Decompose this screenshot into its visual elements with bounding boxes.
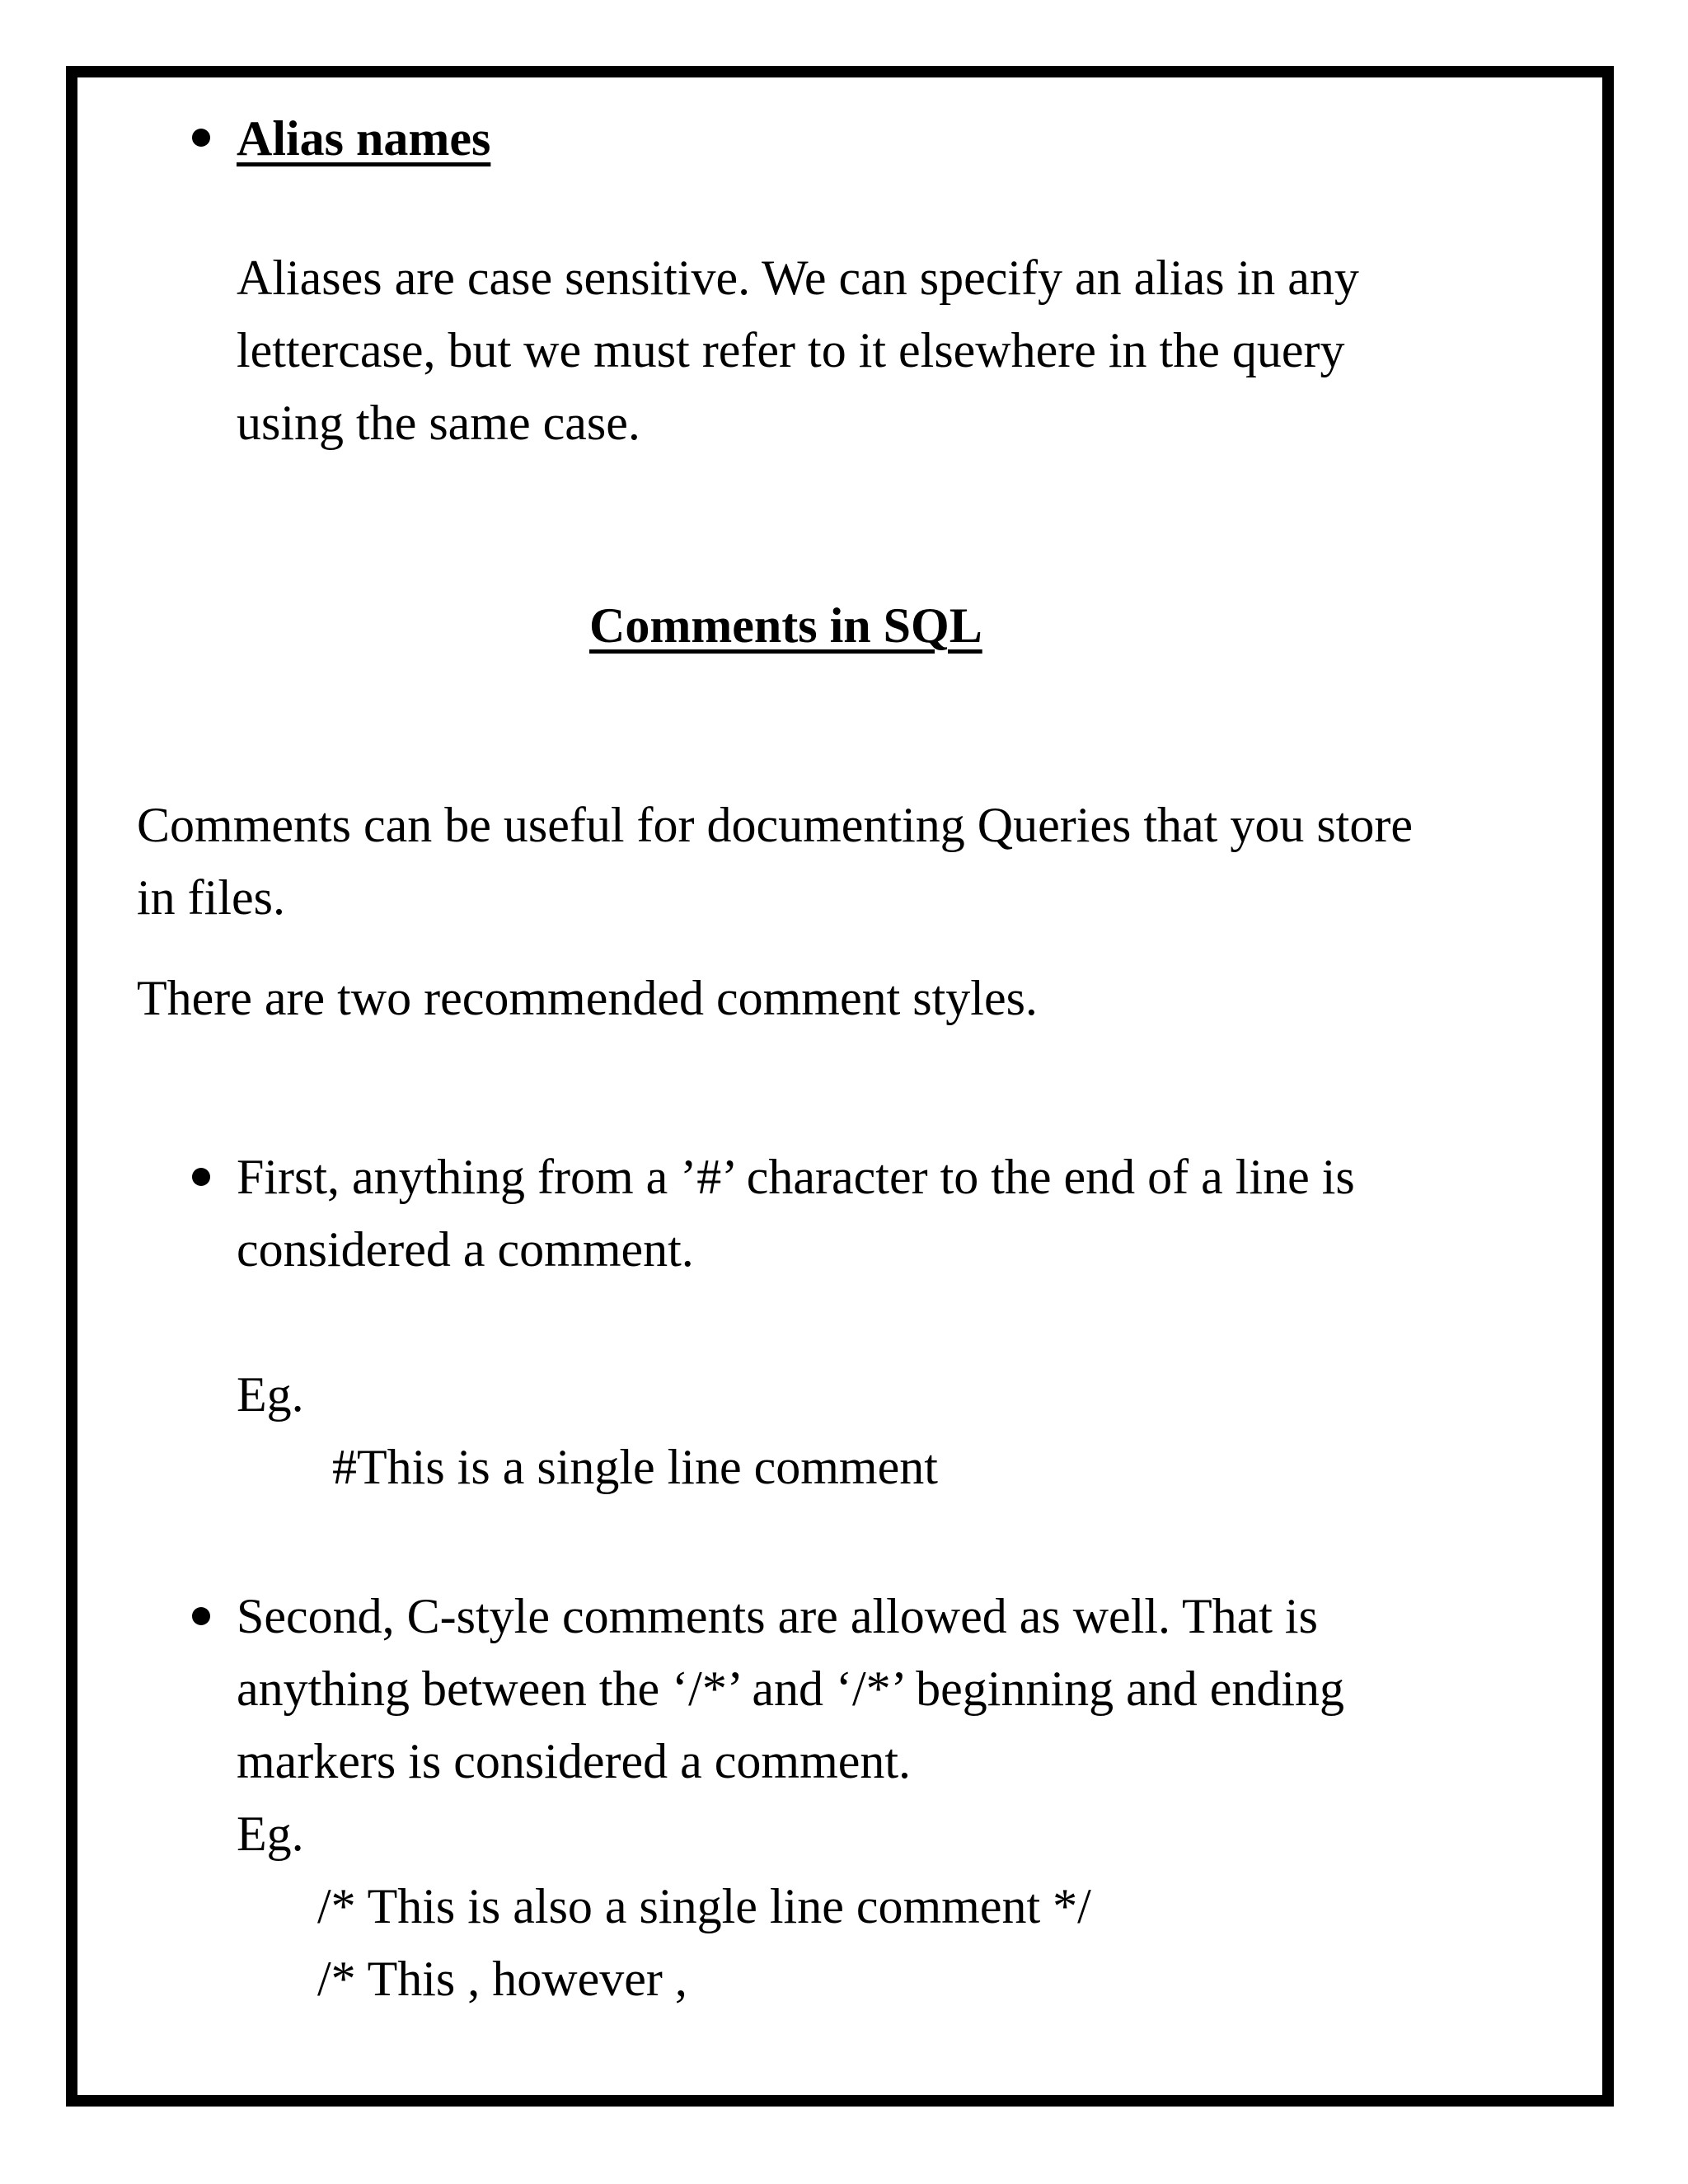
first-eg-label: Eg. [237, 1367, 304, 1422]
alias-line-1: Aliases are case sensitive. We can specify an alias in any [237, 251, 1359, 305]
bullet-first [192, 1168, 210, 1186]
second-line-3: markers is considered a comment. [237, 1734, 912, 1788]
intro-line-2: in files. [137, 870, 285, 925]
first-example: #This is a single line comment [332, 1440, 938, 1494]
second-line-2: anything between the ‘/*’ and ‘/*’ beginning and ending [237, 1661, 1345, 1716]
second-example-2: /* This , however , [317, 1952, 687, 2006]
first-line-1: First, anything from a ’#’ character to the end of a line is [237, 1150, 1355, 1204]
intro-line-1: Comments can be useful for documenting Queries that you store [137, 798, 1413, 852]
first-line-2: considered a comment. [237, 1222, 694, 1277]
alias-heading: Alias names [237, 111, 491, 166]
second-example-1: /* This is also a single line comment */ [317, 1879, 1091, 1933]
second-line-1: Second, C-style comments are allowed as well. That is [237, 1589, 1318, 1643]
bullet-alias [192, 129, 210, 147]
bullet-second [192, 1607, 210, 1625]
styles-line: There are two recommended comment styles. [137, 971, 1038, 1025]
alias-line-2: lettercase, but we must refer to it elsewhere in the query [237, 323, 1345, 377]
alias-line-3: using the same case. [237, 396, 640, 450]
second-eg-label: Eg. [237, 1807, 304, 1861]
comments-title: Comments in SQL [589, 598, 982, 653]
